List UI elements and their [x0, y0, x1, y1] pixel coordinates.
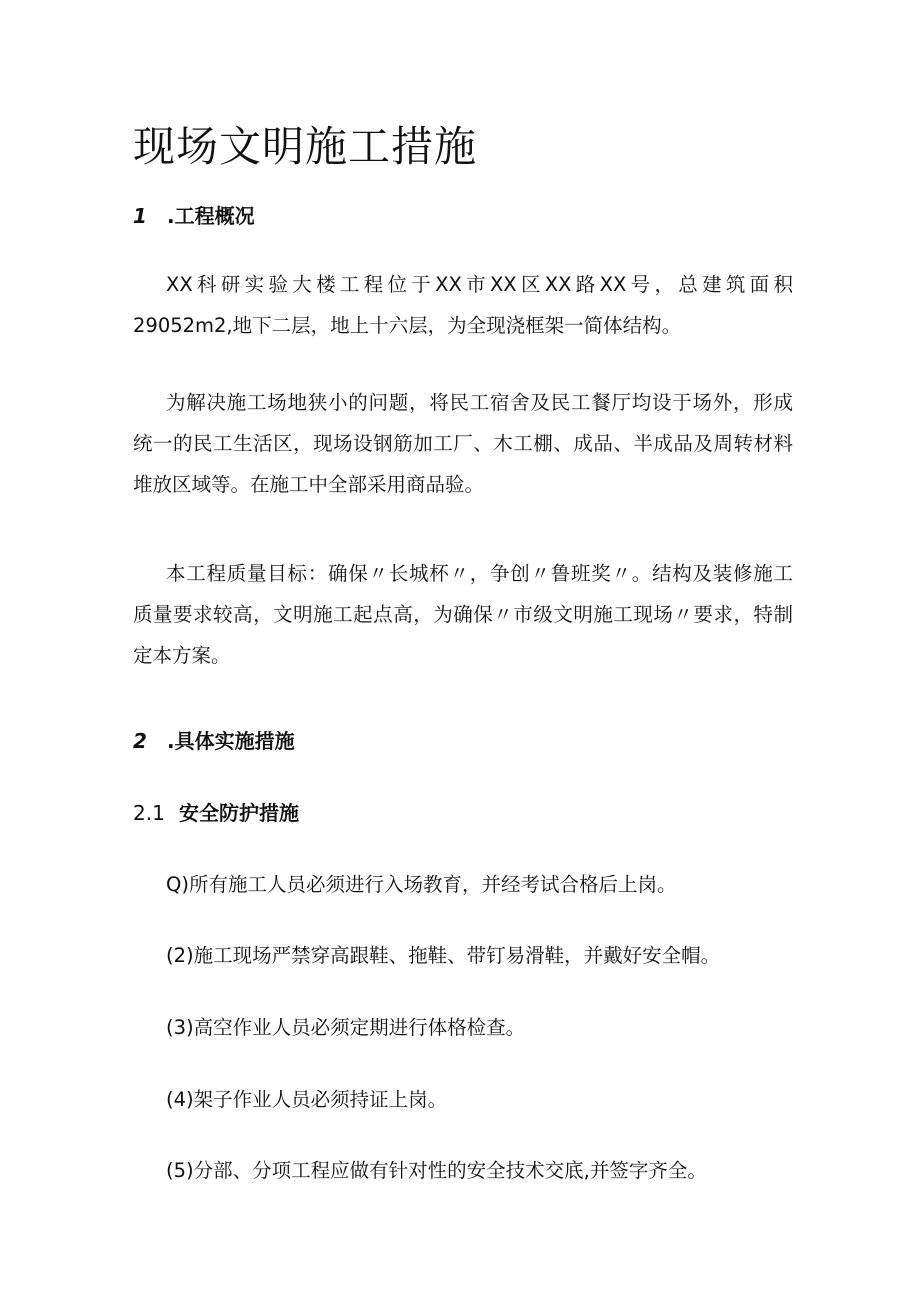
subsection-2-1-number: 2.1 [133, 801, 165, 825]
section-1-heading [133, 203, 255, 229]
section-1-number: 1 [133, 204, 147, 228]
list-item: (5)分部、分项工程应做有针对性的安全技术交底,并签字齐全。 [166, 1159, 707, 1182]
list-item: (4)架子作业人员必须持证上岗。 [166, 1088, 448, 1111]
list-item: (3)高空作业人员必须定期进行体格检查。 [166, 1016, 526, 1039]
list-item: (2)施工现场严禁穿高跟鞋、拖鞋、带钉易滑鞋，并戴好安全帽。 [166, 944, 721, 967]
paragraph-line: 本工程质量目标：确保〃长城杯〃，争创〃鲁班奖〃。结构及装修施工 [166, 562, 793, 585]
paragraph-line: 29052m2,地下二层，地上十六层，为全现浇框架一简体结构。 [133, 314, 682, 337]
subsection-2-1-title: 安全防护措施 [179, 801, 299, 825]
section-1-title: .工程概况 [167, 204, 255, 228]
paragraph-site-layout [133, 382, 793, 505]
paragraph-line: 质量要求较高，文明施工起点高，为确保〃市级文明施工现场〃要求，特制 [133, 603, 793, 626]
paragraph-line: 堆放区域等。在施工中全部采用商品验。 [133, 473, 485, 496]
subsection-2-1-heading [133, 800, 299, 826]
paragraph-line: 定本方案。 [133, 644, 231, 667]
paragraph-quality-target [133, 553, 793, 676]
list-item: Q)所有施工人员必须进行入场教育，并经考试合格后上岗。 [166, 873, 677, 896]
paragraph-line: 统一的民工生活区，现场设钢筋加工厂、木工棚、成品、半成品及周转材料 [133, 432, 793, 455]
section-2-number: 2 [133, 729, 147, 753]
section-2-heading [133, 728, 295, 754]
paragraph-line: XX科研实验大楼工程位于XX市XX区XX路XX号，总建筑面积 [166, 273, 793, 296]
paragraph-project-location [133, 264, 793, 346]
paragraph-line: 为解决施工场地狭小的问题，将民工宿舍及民工餐厅均设于场外，形成 [166, 391, 793, 414]
document-title: 现场文明施工措施 [133, 122, 478, 171]
section-2-title: .具体实施措施 [167, 729, 295, 753]
